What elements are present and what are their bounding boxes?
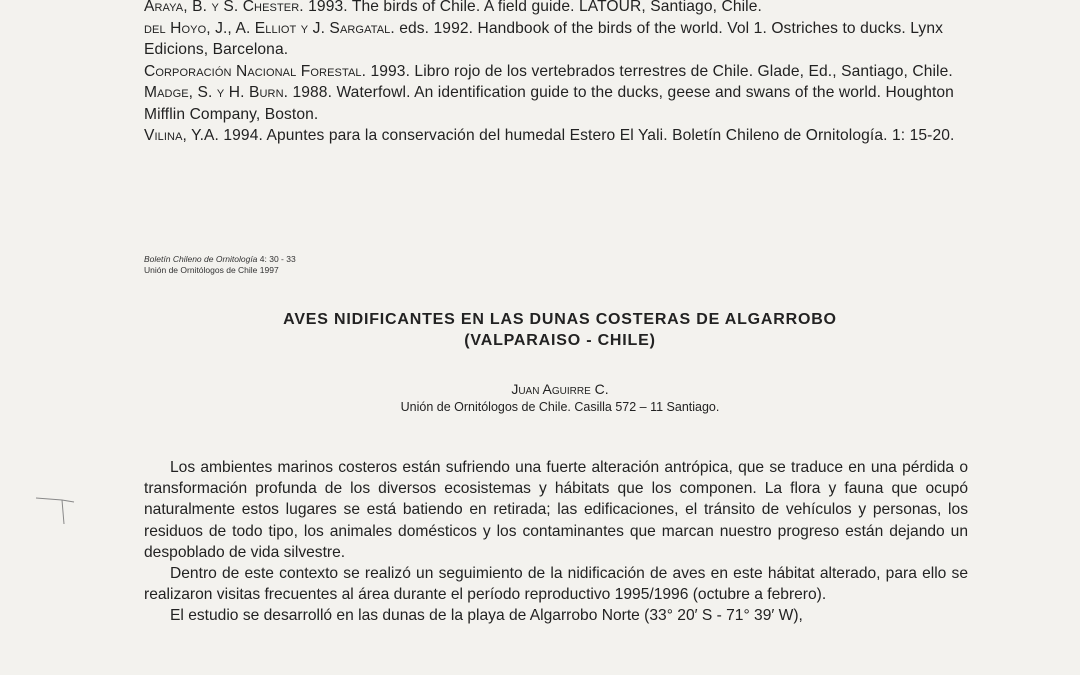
journal-publisher: Unión de Ornitólogos de Chile 1997 [144, 265, 279, 275]
reference-authors: del Hoyo, J., A. Elliot y J. Sargatal [144, 19, 391, 37]
article-title-line2: (VALPARAISO - CHILE) [464, 332, 656, 349]
body-paragraph: Los ambientes marinos costeros están sufriendo una fuerte alteración antrópica, que se traduce en una pérdida o transformación profunda de los diversos ecosistemas y hábitats que los componen. La flora y fauna que ocupó naturalmente estos lugares se está batiendo en retirada; las edificaciones, el tránsito de vehículos y personas, los residuos de todo tipo, los animales domésticos y los contaminantes que marcan nuestro progreso están dejando un despoblado de vida silvestre. [144, 459, 968, 561]
reference-text: . 1988. Waterfowl. An identification guide to the ducks, geese and swans of the world. Houghton Mifflin Company, Boston. [144, 84, 954, 123]
reference-authors: Araya, B. y S. Chester [144, 0, 300, 15]
article-author: Juan Aguirre C. [511, 381, 609, 397]
journal-pages: 4: 30 - 33 [257, 254, 296, 264]
reference-text: . 1993. Libro rojo de los vertebrados terrestres de Chile. Glade, Ed., Santiago, Chile. [361, 62, 953, 80]
reference-text: . 1993. The birds of Chile. A field guide. LATOUR, Santiago, Chile. [299, 0, 762, 15]
journal-header-note [144, 254, 296, 276]
reference-authors: Madge, S. y H. Burn [144, 84, 284, 101]
reference-text: . eds. 1992. Handbook of the birds of the world. Vol 1. Ostriches to ducks. Lynx Edicions, Barcelona. [144, 19, 943, 58]
journal-name: Boletín Chileno de Ornitología [144, 254, 258, 264]
journal-citation [144, 254, 296, 265]
reference-authors: Vilina, Y.A. [144, 127, 219, 144]
margin-pencil-mark [34, 478, 94, 528]
reference-item [144, 61, 970, 83]
reference-item [144, 125, 970, 147]
body-paragraph: El estudio se desarrolló en las dunas de la playa de Algarrobo Norte (33° 20′ S - 71° 39′ W), [170, 607, 803, 625]
article-title-line1: AVES NIDIFICANTES EN LAS DUNAS COSTERAS DE ALGARROBO [283, 311, 837, 328]
article-body [144, 457, 968, 627]
reference-authors: Corporación Nacional Forestal [144, 62, 362, 80]
reference-item [144, 82, 970, 125]
reference-text: 1994. Apuntes para la conservación del humedal Estero El Yali. Boletín Chileno de Ornitología. 1: 15-20. [218, 127, 955, 144]
article-title [200, 309, 920, 351]
body-paragraph: Dentro de este contexto se realizó un seguimiento de la nidificación de aves en este hábitat alterado, para ello se realizaron visitas frecuentes al área durante el período reproductivo 1995/1996 (octubre a febrero). [144, 565, 968, 604]
references-list [144, 0, 970, 147]
reference-item [144, 18, 970, 61]
reference-item [144, 0, 970, 18]
author-affiliation: Unión de Ornitólogos de Chile. Casilla 572 – 11 Santiago. [400, 400, 720, 414]
